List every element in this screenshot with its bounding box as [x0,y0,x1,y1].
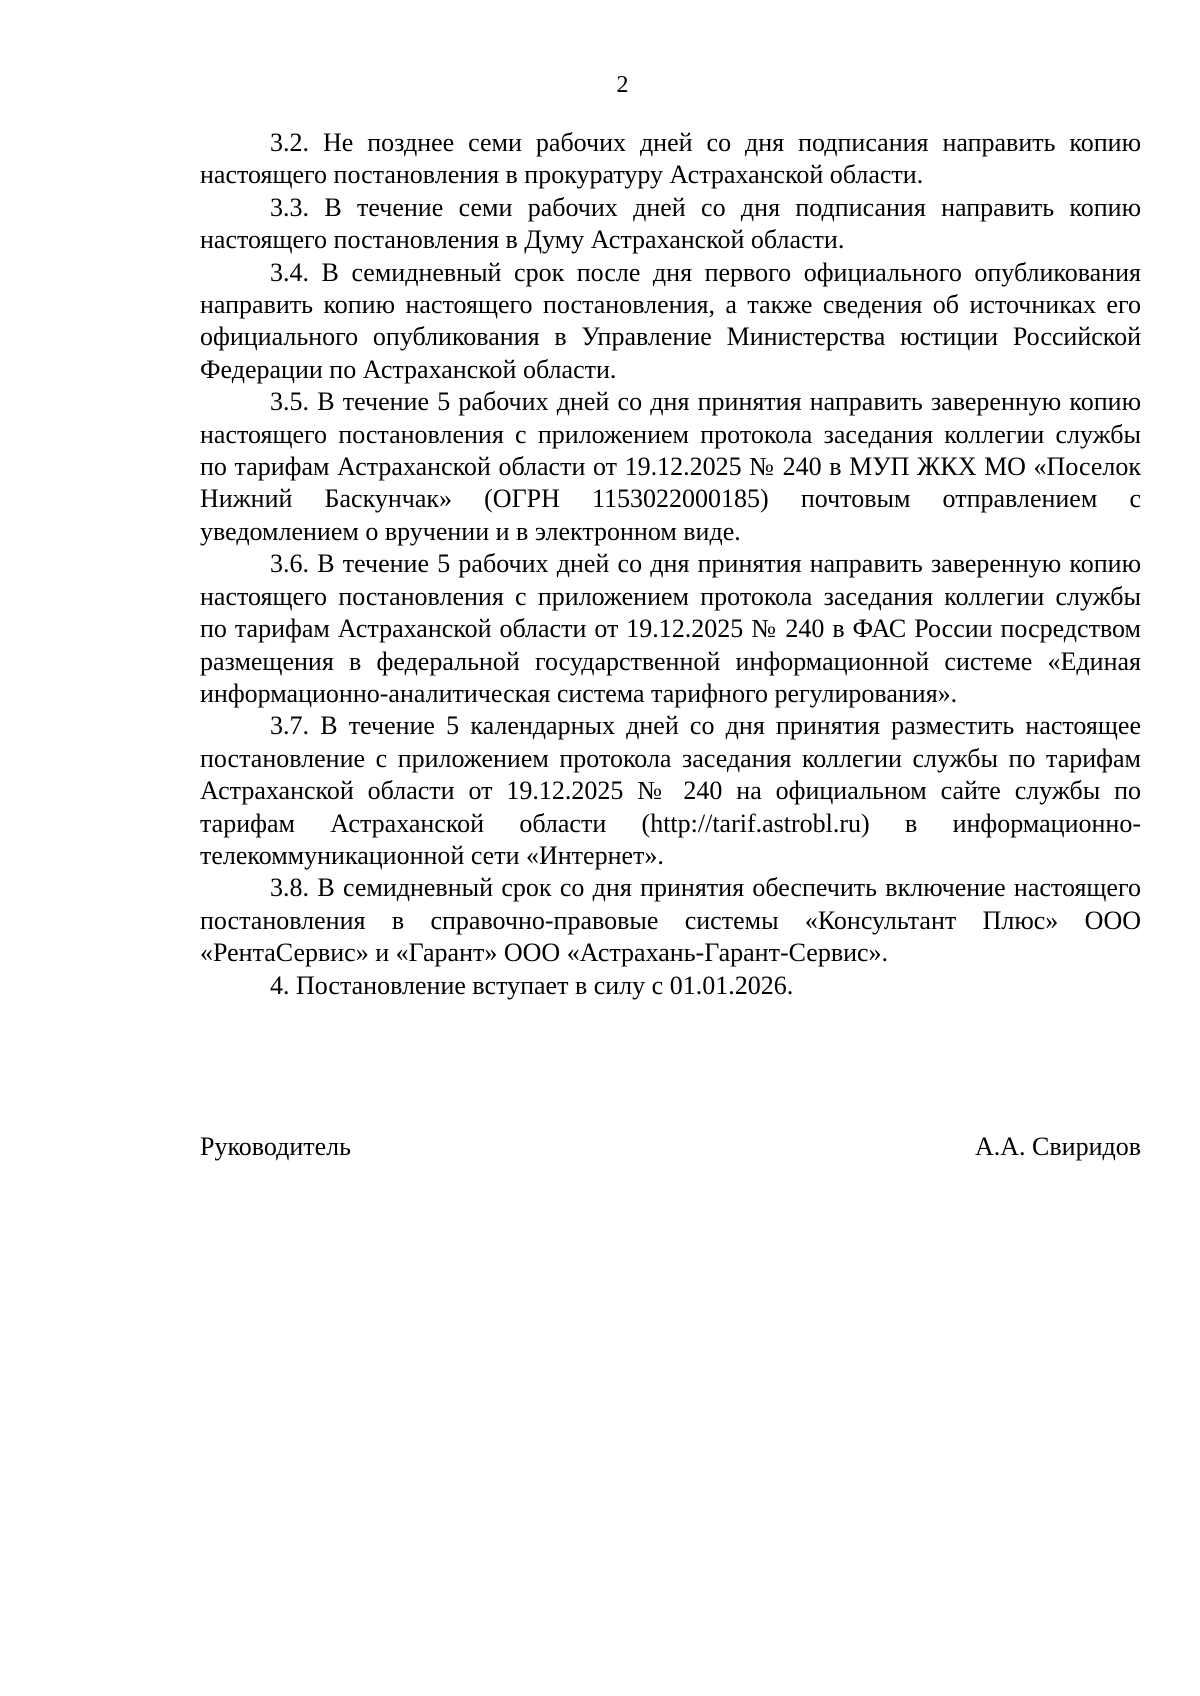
paragraph-3-8: 3.8. В семидневный срок со дня принятия обеспечить включение настоящего постановления в справочно-правовые системы «Консультант Плюс» ООО «РентаСервис» и «Гарант» ООО «Астрахань-Гарант-Сервис». [200,873,1141,968]
page-number: 2 [616,72,629,98]
paragraph-3-5: 3.5. В течение 5 рабочих дней со дня принятия направить заверенную копию настоящего постановления с приложением протокола заседания коллегии службы по тарифам Астраханской области от 19.12.2025 № 240 в МУП ЖКХ МО «Поселок Нижний Баскунчак» (ОГРН 1153022000185) почтовым отправлением с уведомлением о вручении и в электронном виде. [200,387,1141,546]
paragraph-3-3: 3.3. В течение семи рабочих дней со дня подписания направить копию настоящего постановления в Думу Астраханской области. [200,192,1141,255]
document-body [200,127,1141,1002]
signatory-name: А.А. Свиридов [974,1132,1141,1161]
signatory-position: Руководитель [200,1132,351,1161]
paragraph-3-4: 3.4. В семидневный срок после дня первого официального опубликования направить копию настоящего постановления, а также сведения об источниках его официального опубликования в Управление Министерства юстиции Российской Федерации по Астраханской области. [200,257,1141,384]
paragraph-3-7: 3.7. В течение 5 календарных дней со дня принятия разместить настоящее постановление с приложением протокола заседания коллегии службы по тарифам Астраханской области от 19.12.2025 № 240 на официальном сайте службы по тарифам Астраханской области (http://tarif.astrobl.ru) в информационно-телекоммуникационной сети «Интернет». [200,711,1141,870]
paragraph-4: 4. Постановление вступает в силу с 01.01.2026. [270,970,794,1000]
signature-block [200,1131,1141,1163]
paragraph-3-2: 3.2. Не позднее семи рабочих дней со дня подписания направить копию настоящего постановления в прокуратуру Астраханской области. [200,128,1141,190]
paragraph-3-6: 3.6. В течение 5 рабочих дней со дня принятия направить заверенную копию настоящего постановления с приложением протокола заседания коллегии службы по тарифам Астраханской области от 19.12.2025 № 240 в ФАС России посредством размещения в федеральной государственной информационной системе «Единая информационно-аналитическая система тарифного регулирования». [200,549,1141,708]
